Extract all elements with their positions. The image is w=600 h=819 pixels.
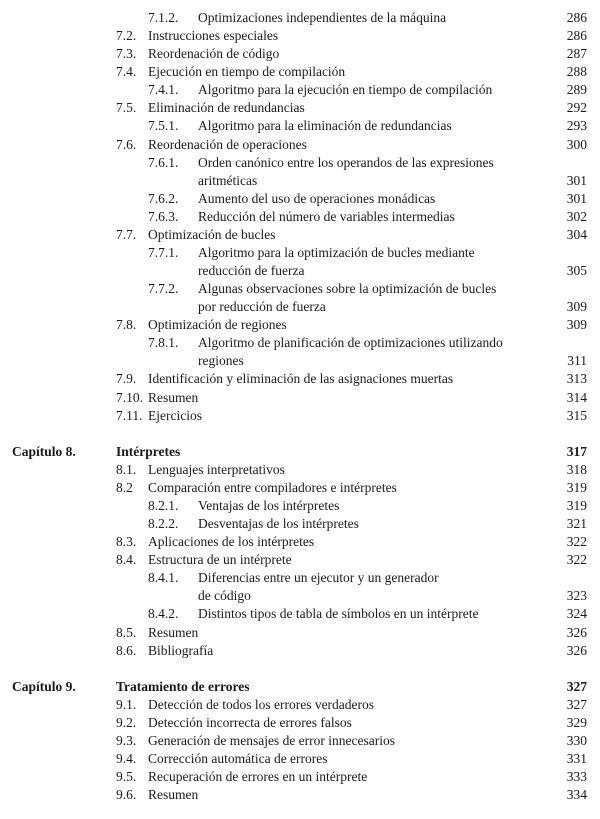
toc-entry xyxy=(0,352,600,370)
toc-entry xyxy=(0,45,600,63)
page-number: 327 xyxy=(566,697,587,712)
section-number: 7.9. xyxy=(116,371,137,386)
toc-entry xyxy=(0,9,600,27)
page-number: 333 xyxy=(566,769,587,784)
page-number: 322 xyxy=(566,552,587,567)
page-number: 326 xyxy=(566,643,587,658)
section-number: 7.7.1. xyxy=(148,245,179,260)
section-number: 9.5. xyxy=(116,769,137,784)
page-number: 286 xyxy=(566,10,587,25)
page-number: 313 xyxy=(566,371,587,386)
section-title: Resumen xyxy=(148,390,199,405)
section-title: Ejercicios xyxy=(148,408,202,423)
section-number: 7.6.1. xyxy=(148,155,179,170)
chapter-label: Capítulo 9. xyxy=(12,679,76,694)
section-title: Identificación y eliminación de las asignaciones muertas xyxy=(148,371,454,386)
toc-chapter-entry xyxy=(0,443,600,461)
section-number: 7.10. xyxy=(116,390,143,405)
page-number: 329 xyxy=(566,715,587,730)
section-title: Diferencias entre un ejecutor y un generador xyxy=(198,570,439,585)
toc-entry xyxy=(0,750,600,768)
toc-entry xyxy=(0,27,600,45)
toc-entry xyxy=(0,226,600,244)
section-title: Generación de mensajes de error innecesarios xyxy=(148,733,396,748)
section-title: Algunas observaciones sobre la optimización de bucles xyxy=(198,281,497,296)
page-number: 287 xyxy=(566,46,587,61)
section-title: Ejecución en tiempo de compilación xyxy=(148,64,346,79)
section-title: Detección de todos los errores verdaderos xyxy=(148,697,375,712)
page-number: 311 xyxy=(567,353,587,368)
page-number: 309 xyxy=(566,317,587,332)
section-number: 7.4.1. xyxy=(148,82,179,97)
section-number: 7.6.3. xyxy=(148,209,179,224)
toc-entry xyxy=(0,81,600,99)
toc-entry xyxy=(0,479,600,497)
section-title: Reducción del número de variables intermedias xyxy=(198,209,455,224)
toc-entry xyxy=(0,497,600,515)
section-number: 7.3. xyxy=(116,46,137,61)
section-title: Aplicaciones de los intérpretes xyxy=(148,534,315,549)
section-number: 7.8.1. xyxy=(148,335,179,350)
section-number: 7.1.2. xyxy=(148,10,179,25)
page-number: 304 xyxy=(566,227,587,242)
section-number: 7.4. xyxy=(116,64,137,79)
toc-entry xyxy=(0,624,600,642)
page-number: 331 xyxy=(566,751,587,766)
page-number: 321 xyxy=(566,516,587,531)
section-number: 7.6. xyxy=(116,137,137,152)
page-number: 309 xyxy=(566,299,587,314)
section-title: Desventajas de los intérpretes xyxy=(198,516,359,531)
section-number: 8.2.1. xyxy=(148,498,179,513)
page-number: 289 xyxy=(566,82,587,97)
section-number: 8.4.2. xyxy=(148,606,179,621)
section-title: Optimización de bucles xyxy=(148,227,276,242)
page-number: 317 xyxy=(566,444,587,459)
page-number: 292 xyxy=(566,100,587,115)
section-title: Algoritmo de planificación de optimizaciones utilizando xyxy=(198,335,503,350)
chapter-title: Intérpretes xyxy=(116,444,181,459)
toc-entry xyxy=(0,136,600,154)
section-title: Eliminación de redundancias xyxy=(148,100,305,115)
section-title: Lenguajes interpretativos xyxy=(148,462,285,477)
toc-entry xyxy=(0,515,600,533)
toc-entry xyxy=(0,768,600,786)
toc-entry xyxy=(0,732,600,750)
toc-entry xyxy=(0,63,600,81)
section-title: Recuperación de errores en un intérprete xyxy=(148,769,368,784)
toc-entry xyxy=(0,99,600,117)
toc-entry xyxy=(0,407,600,425)
toc-entry xyxy=(0,298,600,316)
toc-entry xyxy=(0,696,600,714)
toc-entry xyxy=(0,370,600,388)
section-title: Optimización de regiones xyxy=(148,317,287,332)
toc-entry xyxy=(0,642,600,660)
page-number: 326 xyxy=(566,625,587,640)
section-number: 9.1. xyxy=(116,697,137,712)
section-number: 9.3. xyxy=(116,733,137,748)
toc-entry xyxy=(0,569,600,587)
section-number: 7.8. xyxy=(116,317,137,332)
section-title: Ventajas de los intérpretes xyxy=(198,498,340,513)
section-number: 7.7.2. xyxy=(148,281,179,296)
section-title: Estructura de un intérprete xyxy=(148,552,292,567)
section-title: reducción de fuerza xyxy=(198,263,305,278)
section-number: 8.1. xyxy=(116,462,137,477)
section-title: por reducción de fuerza xyxy=(198,299,326,314)
section-number: 8.5. xyxy=(116,625,137,640)
section-number: 8.3. xyxy=(116,534,137,549)
toc-entry xyxy=(0,714,600,732)
chapter-label: Capítulo 8. xyxy=(12,444,76,459)
toc-entry xyxy=(0,280,600,298)
section-number: 8.2 xyxy=(116,480,133,495)
page-number: 300 xyxy=(566,137,587,152)
page-number: 301 xyxy=(566,173,587,188)
section-title: Optimizaciones independientes de la máquina xyxy=(198,10,447,25)
section-title: Corrección automática de errores xyxy=(148,751,328,766)
page-number: 323 xyxy=(566,588,587,603)
toc-entry xyxy=(0,461,600,479)
section-title: Reordenación de código xyxy=(148,46,280,61)
page-number: 334 xyxy=(566,787,587,802)
section-title: Distintos tipos de tabla de símbolos en un intérprete xyxy=(198,606,479,621)
page-number: 318 xyxy=(566,462,587,477)
toc-entry xyxy=(0,786,600,804)
page-number: 286 xyxy=(566,28,587,43)
section-number: 9.2. xyxy=(116,715,137,730)
section-title: Resumen xyxy=(148,787,199,802)
section-title: Bibliografía xyxy=(148,643,214,658)
section-title: regiones xyxy=(198,353,244,368)
toc-entry xyxy=(0,208,600,226)
page-number: 315 xyxy=(566,408,587,423)
section-title: aritméticas xyxy=(198,173,258,188)
section-title: Orden canónico entre los operandos de las expresiones xyxy=(198,155,494,170)
section-title: Algoritmo para la eliminación de redundancias xyxy=(198,118,452,133)
section-title: Algoritmo para la ejecución en tiempo de compilación xyxy=(198,82,493,97)
section-title: Comparación entre compiladores e intérpretes xyxy=(148,480,397,495)
page-number: 319 xyxy=(566,480,587,495)
section-number: 8.2.2. xyxy=(148,516,179,531)
toc-entry xyxy=(0,551,600,569)
toc-entry xyxy=(0,587,600,605)
section-number: 7.7. xyxy=(116,227,137,242)
toc-entry xyxy=(0,117,600,135)
section-title: Instrucciones especiales xyxy=(148,28,279,43)
section-number: 8.4.1. xyxy=(148,570,179,585)
section-title: Algoritmo para la optimización de bucles mediante xyxy=(198,245,475,260)
section-number: 7.5.1. xyxy=(148,118,179,133)
section-number: 8.6. xyxy=(116,643,137,658)
page-number: 327 xyxy=(566,679,587,694)
toc-entry xyxy=(0,605,600,623)
section-title: Detección incorrecta de errores falsos xyxy=(148,715,352,730)
toc-entry xyxy=(0,389,600,407)
toc-chapter-entry xyxy=(0,678,600,696)
chapter-title: Tratamiento de errores xyxy=(116,679,250,694)
section-number: 9.6. xyxy=(116,787,137,802)
section-title: Reordenación de operaciones xyxy=(148,137,307,152)
toc-entry xyxy=(0,244,600,262)
page-number: 293 xyxy=(566,118,587,133)
page-number: 319 xyxy=(566,498,587,513)
toc-entry xyxy=(0,316,600,334)
toc-entry xyxy=(0,334,600,352)
section-number: 7.5. xyxy=(116,100,137,115)
section-title: Resumen xyxy=(148,625,199,640)
section-title: de código xyxy=(198,588,251,603)
section-number: 7.6.2. xyxy=(148,191,179,206)
section-number: 8.4. xyxy=(116,552,137,567)
page-number: 322 xyxy=(566,534,587,549)
toc-entry xyxy=(0,190,600,208)
toc-entry xyxy=(0,154,600,172)
toc-entry xyxy=(0,172,600,190)
toc-entry xyxy=(0,533,600,551)
page-number: 288 xyxy=(566,64,587,79)
section-title: Aumento del uso de operaciones monádicas xyxy=(198,191,436,206)
page-number: 330 xyxy=(566,733,587,748)
toc-entry xyxy=(0,262,600,280)
page-number: 305 xyxy=(566,263,587,278)
page-number: 314 xyxy=(566,390,587,405)
section-number: 7.2. xyxy=(116,28,137,43)
page-number: 302 xyxy=(566,209,587,224)
page-number: 301 xyxy=(566,191,587,206)
section-number: 7.11. xyxy=(116,408,143,423)
section-number: 9.4. xyxy=(116,751,137,766)
page-number: 324 xyxy=(566,606,587,621)
